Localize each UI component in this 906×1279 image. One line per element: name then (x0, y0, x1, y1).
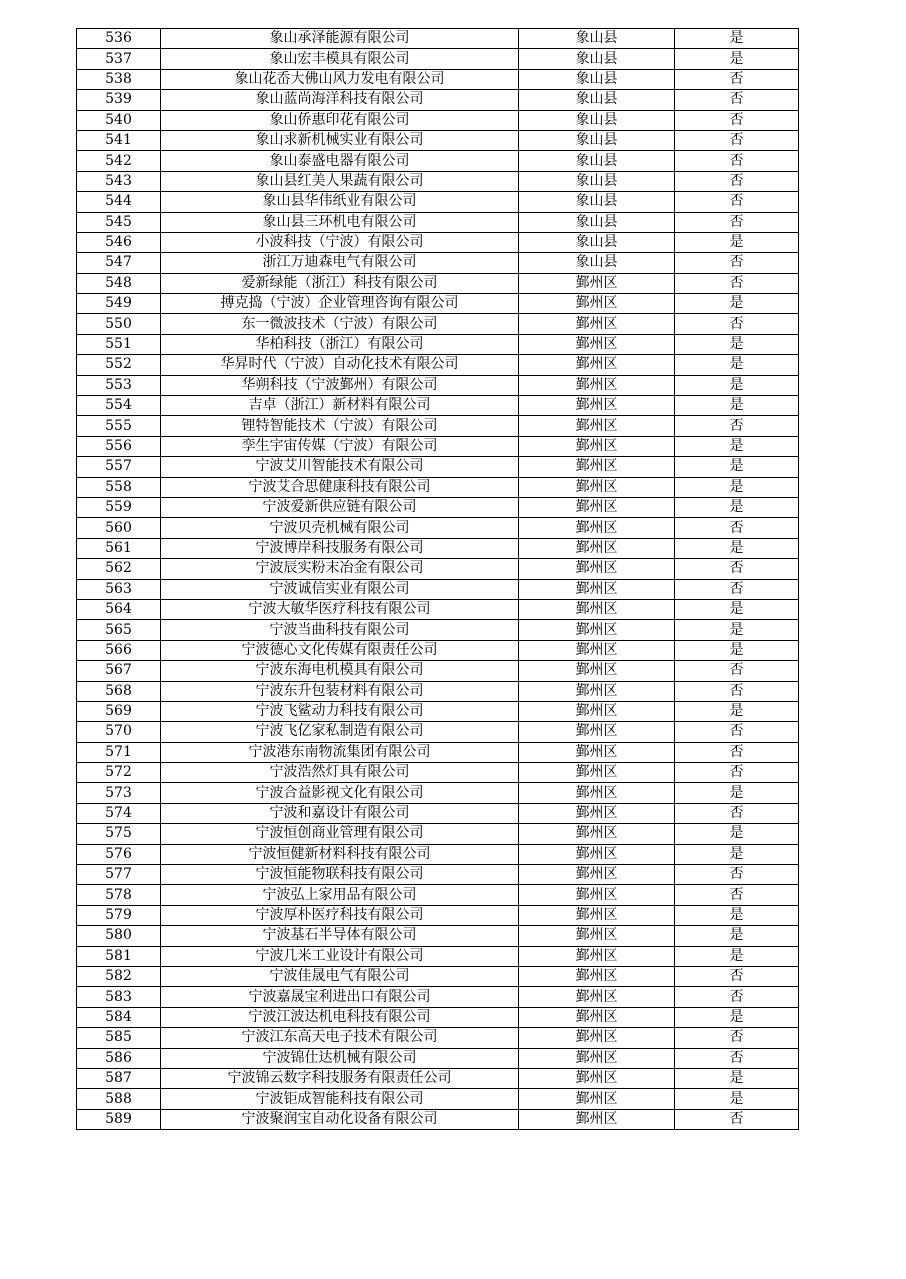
district: 鄞州区 (519, 824, 675, 844)
company-name: 宁波艾合思健康科技有限公司 (161, 477, 519, 497)
company-name: 孪生宇宙传媒（宁波）有限公司 (161, 436, 519, 456)
company-name: 宁波聚润宝自动化设备有限公司 (161, 1109, 519, 1129)
table-row (77, 803, 799, 823)
status-flag: 否 (675, 518, 799, 538)
row-number: 580 (77, 926, 161, 946)
company-name: 宁波恒健新材料科技有限公司 (161, 844, 519, 864)
table-row (77, 355, 799, 375)
company-name: 宁波诚信实业有限公司 (161, 579, 519, 599)
row-number: 584 (77, 1007, 161, 1027)
status-flag: 是 (675, 457, 799, 477)
company-name: 锂特智能技术（宁波）有限公司 (161, 416, 519, 436)
table-row (77, 314, 799, 334)
table-row (77, 865, 799, 885)
status-flag: 是 (675, 599, 799, 619)
district: 鄞州区 (519, 334, 675, 354)
company-name: 象山县华伟纸业有限公司 (161, 192, 519, 212)
row-number: 536 (77, 29, 161, 49)
district: 鄞州区 (519, 579, 675, 599)
table-row (77, 966, 799, 986)
district: 鄞州区 (519, 763, 675, 783)
district: 象山县 (519, 212, 675, 232)
row-number: 574 (77, 803, 161, 823)
table-row (77, 29, 799, 49)
company-name: 宁波江波达机电科技有限公司 (161, 1007, 519, 1027)
district: 鄞州区 (519, 355, 675, 375)
district: 鄞州区 (519, 926, 675, 946)
district: 鄞州区 (519, 1109, 675, 1129)
company-name: 象山县三环机电有限公司 (161, 212, 519, 232)
company-name: 东一微波技术（宁波）有限公司 (161, 314, 519, 334)
row-number: 573 (77, 783, 161, 803)
table-row (77, 701, 799, 721)
company-name: 宁波博岸科技服务有限公司 (161, 538, 519, 558)
status-flag: 否 (675, 742, 799, 762)
row-number: 546 (77, 232, 161, 252)
status-flag: 否 (675, 192, 799, 212)
company-name: 宁波弘上家用品有限公司 (161, 885, 519, 905)
district: 鄞州区 (519, 416, 675, 436)
row-number: 556 (77, 436, 161, 456)
status-flag: 是 (675, 1068, 799, 1088)
district: 象山县 (519, 253, 675, 273)
status-flag: 是 (675, 497, 799, 517)
company-name: 宁波佳晟电气有限公司 (161, 966, 519, 986)
table-row (77, 1089, 799, 1109)
company-name: 象山求新机械实业有限公司 (161, 130, 519, 150)
company-name: 吉卓（浙江）新材料有限公司 (161, 396, 519, 416)
table-row (77, 477, 799, 497)
row-number: 578 (77, 885, 161, 905)
status-flag: 否 (675, 151, 799, 171)
status-flag: 否 (675, 314, 799, 334)
company-name: 宁波爱新供应链有限公司 (161, 497, 519, 517)
table-row (77, 1048, 799, 1068)
company-name: 浙江万迪森电气有限公司 (161, 253, 519, 273)
table-row (77, 69, 799, 89)
company-name: 宁波几米工业设计有限公司 (161, 946, 519, 966)
district: 鄞州区 (519, 722, 675, 742)
company-name: 宁波基石半导体有限公司 (161, 926, 519, 946)
table-row (77, 559, 799, 579)
status-flag: 是 (675, 1007, 799, 1027)
status-flag: 是 (675, 844, 799, 864)
company-name: 宁波艾川智能技术有限公司 (161, 457, 519, 477)
district: 鄞州区 (519, 946, 675, 966)
row-number: 570 (77, 722, 161, 742)
status-flag: 是 (675, 824, 799, 844)
company-name: 宁波当曲科技有限公司 (161, 620, 519, 640)
status-flag: 是 (675, 49, 799, 69)
status-flag: 否 (675, 865, 799, 885)
status-flag: 否 (675, 559, 799, 579)
company-name: 华柏科技（浙江）有限公司 (161, 334, 519, 354)
row-number: 540 (77, 110, 161, 130)
status-flag: 是 (675, 926, 799, 946)
row-number: 586 (77, 1048, 161, 1068)
status-flag: 否 (675, 171, 799, 191)
row-number: 537 (77, 49, 161, 69)
company-name: 宁波锦云数字科技服务有限责任公司 (161, 1068, 519, 1088)
table-row (77, 1028, 799, 1048)
company-name: 华朔科技（宁波鄞州）有限公司 (161, 375, 519, 395)
district: 鄞州区 (519, 844, 675, 864)
company-name: 象山蓝尚海洋科技有限公司 (161, 90, 519, 110)
table-row (77, 416, 799, 436)
district: 象山县 (519, 110, 675, 130)
table-row (77, 110, 799, 130)
table-row (77, 518, 799, 538)
row-number: 583 (77, 987, 161, 1007)
district: 鄞州区 (519, 1028, 675, 1048)
row-number: 571 (77, 742, 161, 762)
company-name: 宁波贝壳机械有限公司 (161, 518, 519, 538)
row-number: 581 (77, 946, 161, 966)
district: 鄞州区 (519, 599, 675, 619)
company-name: 宁波厚朴医疗科技有限公司 (161, 905, 519, 925)
district: 鄞州区 (519, 1068, 675, 1088)
row-number: 579 (77, 905, 161, 925)
company-name: 宁波东海电机模具有限公司 (161, 661, 519, 681)
district: 鄞州区 (519, 783, 675, 803)
company-name: 宁波锦仕达机械有限公司 (161, 1048, 519, 1068)
district: 鄞州区 (519, 477, 675, 497)
company-name: 象山宏丰模具有限公司 (161, 49, 519, 69)
table-row (77, 294, 799, 314)
company-name: 华昇时代（宁波）自动化技术有限公司 (161, 355, 519, 375)
company-name: 宁波合益影视文化有限公司 (161, 783, 519, 803)
company-name: 象山承泽能源有限公司 (161, 29, 519, 49)
company-list-table (76, 28, 799, 1130)
company-name: 宁波钜成智能科技有限公司 (161, 1089, 519, 1109)
district: 鄞州区 (519, 457, 675, 477)
row-number: 539 (77, 90, 161, 110)
status-flag: 否 (675, 253, 799, 273)
district: 鄞州区 (519, 518, 675, 538)
row-number: 561 (77, 538, 161, 558)
status-flag: 否 (675, 90, 799, 110)
table-row (77, 49, 799, 69)
table-row (77, 926, 799, 946)
status-flag: 否 (675, 661, 799, 681)
district: 鄞州区 (519, 905, 675, 925)
row-number: 544 (77, 192, 161, 212)
district: 鄞州区 (519, 273, 675, 293)
row-number: 565 (77, 620, 161, 640)
row-number: 568 (77, 681, 161, 701)
company-name: 宁波德心文化传媒有限责任公司 (161, 640, 519, 660)
district: 鄞州区 (519, 966, 675, 986)
status-flag: 是 (675, 783, 799, 803)
district: 象山县 (519, 29, 675, 49)
district: 鄞州区 (519, 436, 675, 456)
row-number: 575 (77, 824, 161, 844)
status-flag: 是 (675, 334, 799, 354)
row-number: 588 (77, 1089, 161, 1109)
row-number: 554 (77, 396, 161, 416)
row-number: 587 (77, 1068, 161, 1088)
status-flag: 是 (675, 294, 799, 314)
district: 鄞州区 (519, 620, 675, 640)
district: 鄞州区 (519, 865, 675, 885)
table-row (77, 905, 799, 925)
row-number: 557 (77, 457, 161, 477)
table-row (77, 987, 799, 1007)
status-flag: 是 (675, 538, 799, 558)
status-flag: 是 (675, 396, 799, 416)
company-name: 宁波大敏华医疗科技有限公司 (161, 599, 519, 619)
table-row (77, 599, 799, 619)
table-row (77, 783, 799, 803)
table-row (77, 824, 799, 844)
row-number: 547 (77, 253, 161, 273)
status-flag: 否 (675, 110, 799, 130)
company-name: 宁波港东南物流集团有限公司 (161, 742, 519, 762)
table-row (77, 436, 799, 456)
district: 鄞州区 (519, 314, 675, 334)
table-row (77, 579, 799, 599)
company-name: 象山泰盛电器有限公司 (161, 151, 519, 171)
district: 鄞州区 (519, 1048, 675, 1068)
status-flag: 是 (675, 375, 799, 395)
status-flag: 否 (675, 273, 799, 293)
company-name: 宁波浩然灯具有限公司 (161, 763, 519, 783)
table-row (77, 885, 799, 905)
table-row (77, 946, 799, 966)
table-row (77, 130, 799, 150)
company-name: 爱新绿能（浙江）科技有限公司 (161, 273, 519, 293)
status-flag: 否 (675, 885, 799, 905)
status-flag: 否 (675, 1109, 799, 1129)
district: 鄞州区 (519, 803, 675, 823)
status-flag: 是 (675, 640, 799, 660)
district: 鄞州区 (519, 1007, 675, 1027)
status-flag: 否 (675, 130, 799, 150)
district: 鄞州区 (519, 497, 675, 517)
company-name: 宁波辰实粉末冶金有限公司 (161, 559, 519, 579)
status-flag: 是 (675, 1089, 799, 1109)
district: 象山县 (519, 232, 675, 252)
table-row (77, 763, 799, 783)
district: 鄞州区 (519, 742, 675, 762)
company-name: 宁波飞鲨动力科技有限公司 (161, 701, 519, 721)
table-row (77, 273, 799, 293)
company-name: 象山侨惠印花有限公司 (161, 110, 519, 130)
district: 鄞州区 (519, 681, 675, 701)
row-number: 582 (77, 966, 161, 986)
row-number: 576 (77, 844, 161, 864)
district: 象山县 (519, 171, 675, 191)
status-flag: 否 (675, 416, 799, 436)
table-row (77, 1007, 799, 1027)
status-flag: 是 (675, 29, 799, 49)
district: 鄞州区 (519, 396, 675, 416)
district: 鄞州区 (519, 701, 675, 721)
district: 鄞州区 (519, 538, 675, 558)
status-flag: 是 (675, 232, 799, 252)
company-name: 宁波飞亿家私制造有限公司 (161, 722, 519, 742)
table-row (77, 661, 799, 681)
row-number: 560 (77, 518, 161, 538)
company-list-body (77, 29, 799, 1130)
row-number: 564 (77, 599, 161, 619)
company-name: 宁波江东高天电子技术有限公司 (161, 1028, 519, 1048)
row-number: 569 (77, 701, 161, 721)
table-row (77, 742, 799, 762)
table-row (77, 334, 799, 354)
table-row (77, 681, 799, 701)
table-row (77, 232, 799, 252)
row-number: 541 (77, 130, 161, 150)
status-flag: 否 (675, 722, 799, 742)
table-row (77, 375, 799, 395)
district: 象山县 (519, 49, 675, 69)
row-number: 545 (77, 212, 161, 232)
status-flag: 是 (675, 946, 799, 966)
row-number: 567 (77, 661, 161, 681)
company-name: 宁波恒创商业管理有限公司 (161, 824, 519, 844)
company-name: 搏克捣（宁波）企业管理咨询有限公司 (161, 294, 519, 314)
table-row (77, 90, 799, 110)
district: 鄞州区 (519, 1089, 675, 1109)
table-row (77, 620, 799, 640)
district: 鄞州区 (519, 559, 675, 579)
company-name: 宁波恒能物联科技有限公司 (161, 865, 519, 885)
district: 象山县 (519, 151, 675, 171)
table-row (77, 1068, 799, 1088)
status-flag: 否 (675, 579, 799, 599)
row-number: 542 (77, 151, 161, 171)
status-flag: 否 (675, 212, 799, 232)
row-number: 553 (77, 375, 161, 395)
status-flag: 否 (675, 803, 799, 823)
row-number: 551 (77, 334, 161, 354)
company-name: 宁波嘉晟宝利进出口有限公司 (161, 987, 519, 1007)
status-flag: 否 (675, 1028, 799, 1048)
row-number: 549 (77, 294, 161, 314)
status-flag: 是 (675, 436, 799, 456)
table-row (77, 171, 799, 191)
status-flag: 否 (675, 69, 799, 89)
status-flag: 是 (675, 620, 799, 640)
table-row (77, 1109, 799, 1129)
company-name: 宁波和嘉设计有限公司 (161, 803, 519, 823)
status-flag: 是 (675, 905, 799, 925)
row-number: 538 (77, 69, 161, 89)
company-name: 小波科技（宁波）有限公司 (161, 232, 519, 252)
status-flag: 否 (675, 681, 799, 701)
status-flag: 是 (675, 355, 799, 375)
row-number: 566 (77, 640, 161, 660)
district: 象山县 (519, 130, 675, 150)
status-flag: 是 (675, 477, 799, 497)
row-number: 548 (77, 273, 161, 293)
row-number: 563 (77, 579, 161, 599)
table-row (77, 844, 799, 864)
row-number: 589 (77, 1109, 161, 1129)
row-number: 543 (77, 171, 161, 191)
district: 鄞州区 (519, 294, 675, 314)
table-row (77, 151, 799, 171)
row-number: 555 (77, 416, 161, 436)
company-name: 宁波东升包装材料有限公司 (161, 681, 519, 701)
row-number: 552 (77, 355, 161, 375)
district: 鄞州区 (519, 885, 675, 905)
status-flag: 否 (675, 763, 799, 783)
district: 鄞州区 (519, 987, 675, 1007)
row-number: 562 (77, 559, 161, 579)
row-number: 559 (77, 497, 161, 517)
district: 象山县 (519, 192, 675, 212)
company-name: 象山花岙大佛山风力发电有限公司 (161, 69, 519, 89)
table-row (77, 253, 799, 273)
row-number: 558 (77, 477, 161, 497)
company-name: 象山县红美人果蔬有限公司 (161, 171, 519, 191)
district: 鄞州区 (519, 640, 675, 660)
table-row (77, 722, 799, 742)
row-number: 577 (77, 865, 161, 885)
row-number: 550 (77, 314, 161, 334)
table-row (77, 457, 799, 477)
table-row (77, 538, 799, 558)
table-row (77, 212, 799, 232)
district: 鄞州区 (519, 375, 675, 395)
row-number: 585 (77, 1028, 161, 1048)
table-row (77, 640, 799, 660)
district: 鄞州区 (519, 661, 675, 681)
district: 象山县 (519, 90, 675, 110)
table-row (77, 192, 799, 212)
table-row (77, 396, 799, 416)
district: 象山县 (519, 69, 675, 89)
status-flag: 否 (675, 966, 799, 986)
row-number: 572 (77, 763, 161, 783)
status-flag: 否 (675, 987, 799, 1007)
status-flag: 是 (675, 701, 799, 721)
status-flag: 否 (675, 1048, 799, 1068)
table-row (77, 497, 799, 517)
